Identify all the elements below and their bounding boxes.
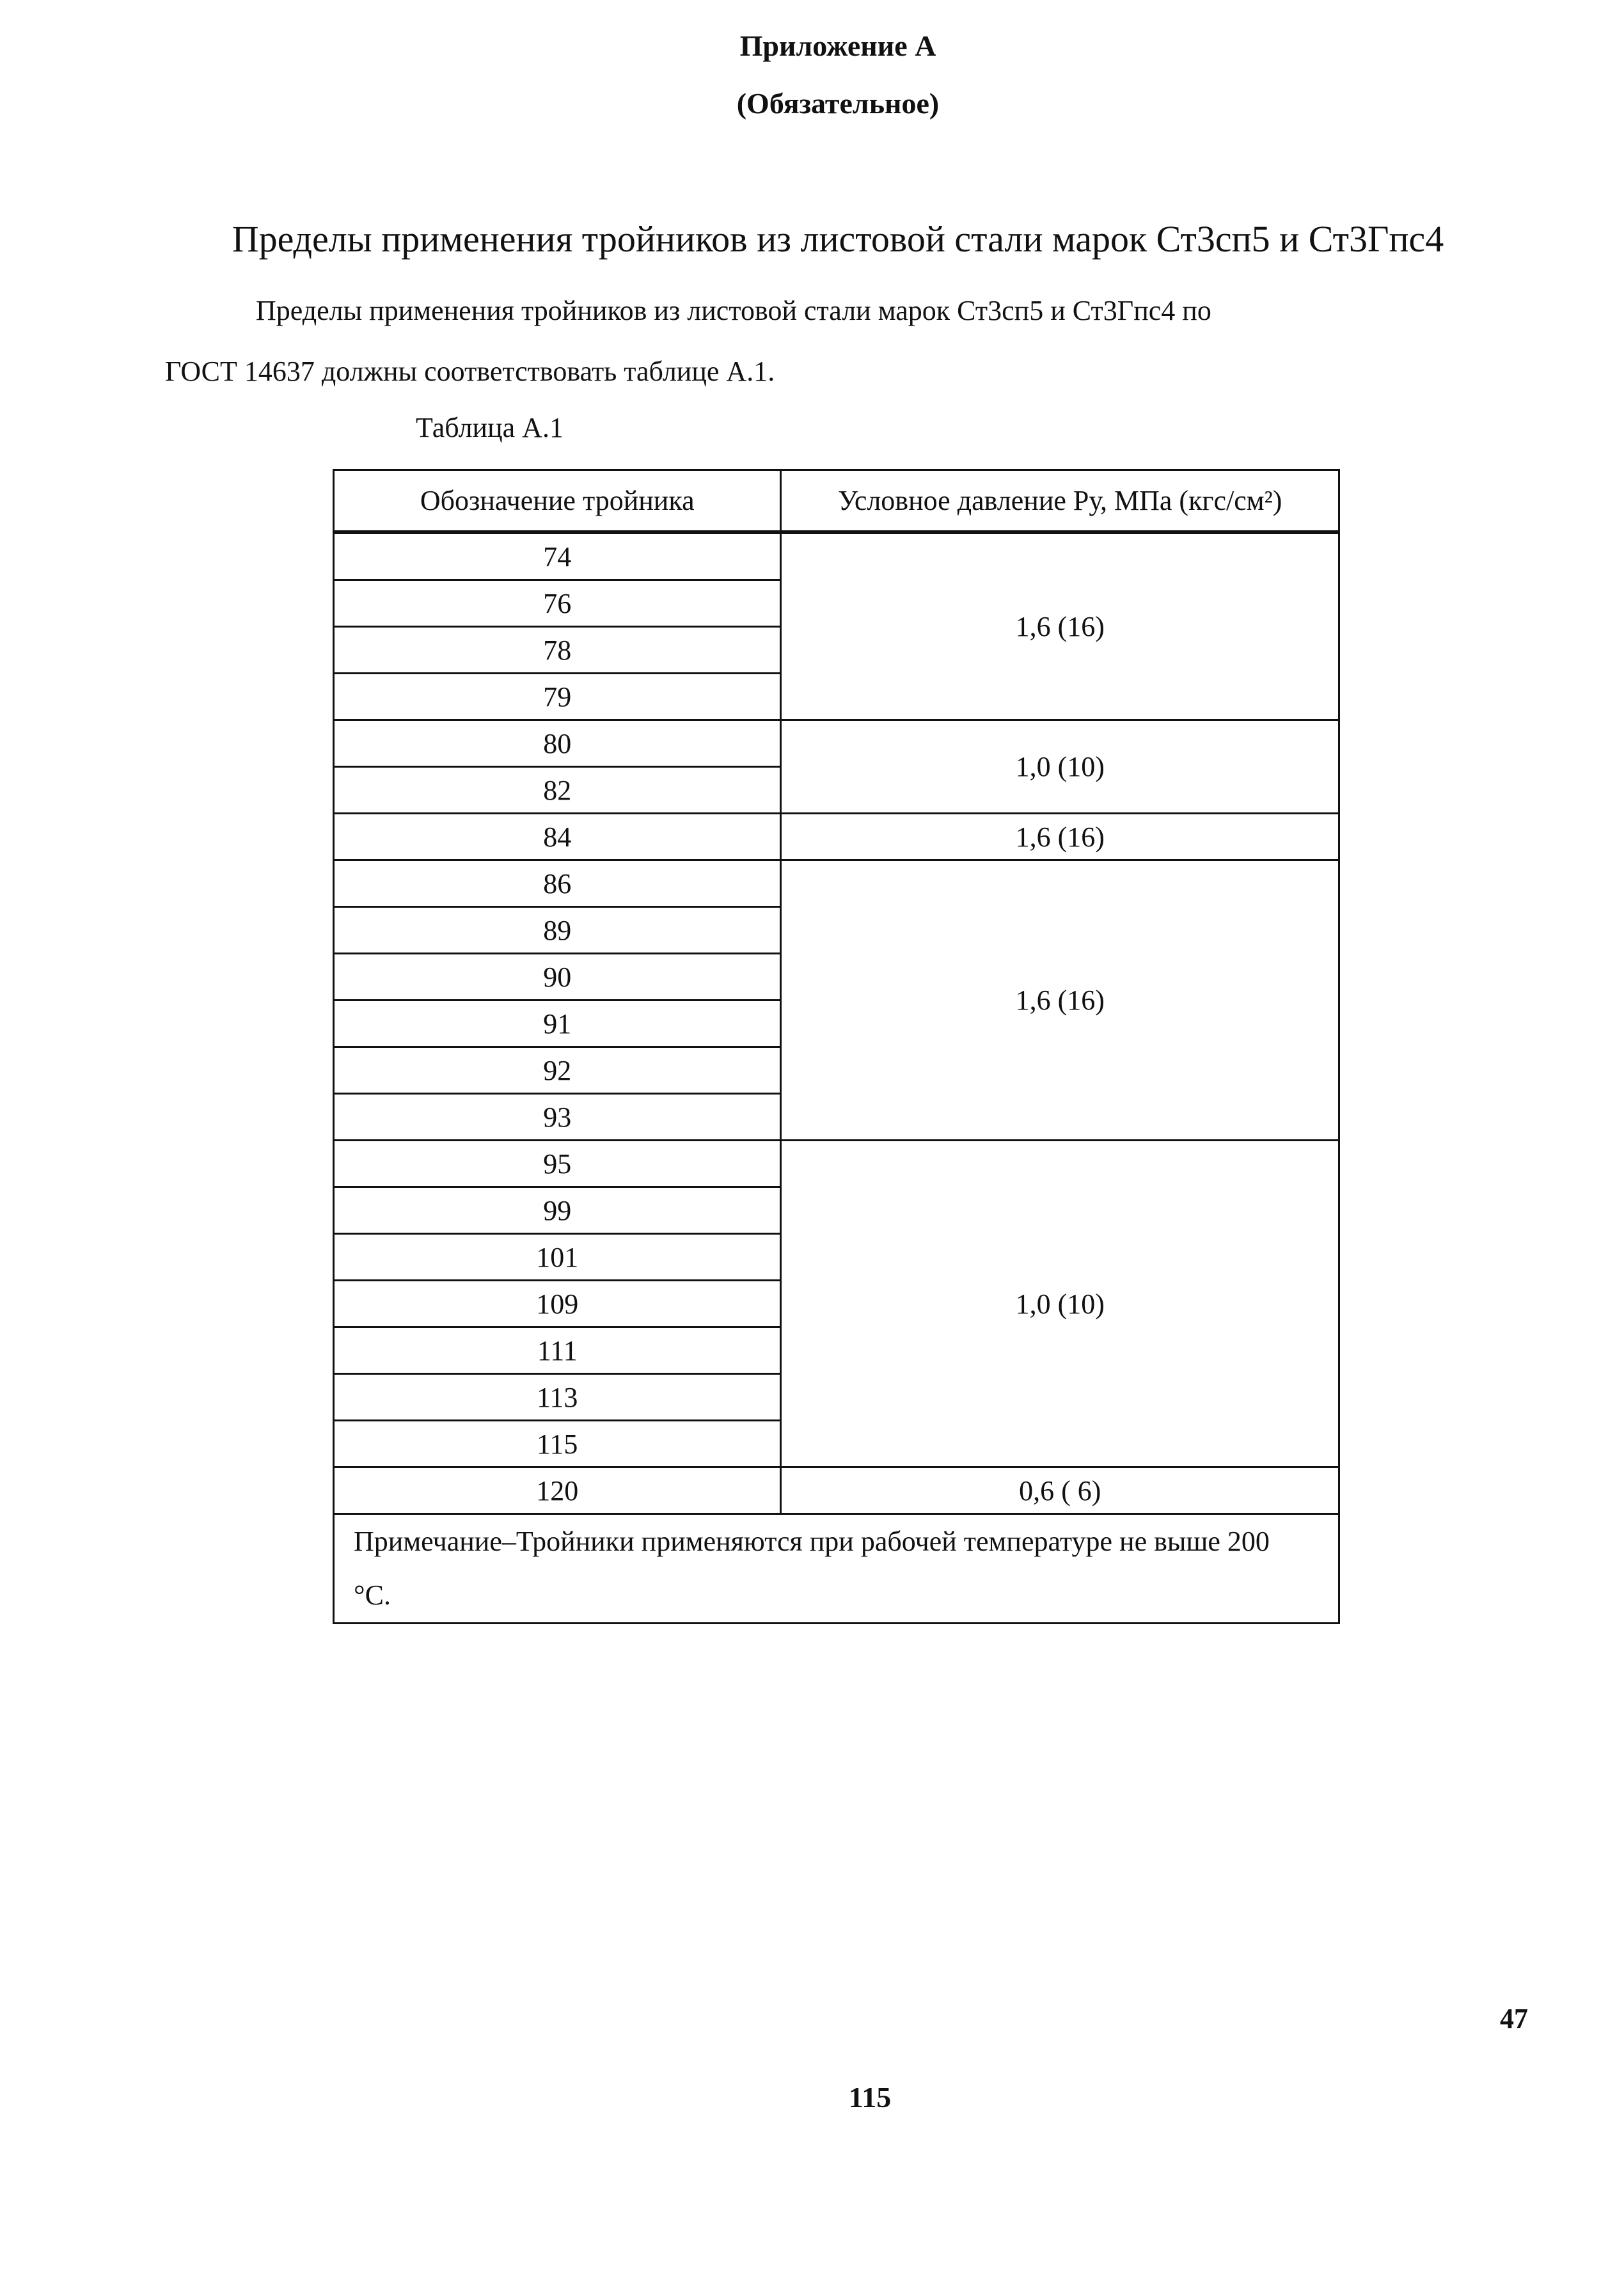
intro-paragraph-line-2: ГОСТ 14637 должны соответствовать таблице А.1. [165,356,775,387]
designation-cell: 120 [334,1467,781,1514]
pressure-cell: 1,0 (10) [781,720,1339,814]
designation-cell: 93 [334,1094,781,1141]
designation-cell: 76 [334,580,781,627]
pressure-cell: 1,0 (10) [781,1141,1339,1467]
table-caption: Таблица А.1 [416,412,564,443]
sheet-number: 47 [1500,2003,1528,2034]
intro-paragraph-line-1: Пределы применения тройников из листовой стали марок Ст3сп5 и Ст3Гпс4 по [256,295,1211,326]
table-row [334,860,1339,907]
table-row [334,532,1339,580]
designation-cell: 92 [334,1047,781,1094]
table-row [334,1141,1339,1187]
designation-cell: 91 [334,1000,781,1047]
designation-cell: 86 [334,860,781,907]
appendix-title: Приложение А [739,29,936,62]
designation-cell: 80 [334,720,781,767]
designation-cell: 109 [334,1281,781,1327]
table-body [334,532,1339,1624]
designation-cell: 79 [334,674,781,720]
header-designation: Обозначение тройника [334,470,781,533]
designation-cell: 115 [334,1421,781,1467]
designation-cell: 82 [334,767,781,814]
table-note: Примечание–Тройники применяются при рабочей температуре не выше 200 °С. [334,1514,1339,1624]
spec-table [333,469,1340,1624]
table-note-row [334,1514,1339,1624]
appendix-type: (Обязательное) [736,87,940,120]
designation-cell: 111 [334,1327,781,1374]
pressure-cell: 1,6 (16) [781,532,1339,720]
designation-cell: 89 [334,907,781,954]
pressure-cell: 1,6 (16) [781,814,1339,860]
designation-cell: 95 [334,1141,781,1187]
page-number: 115 [848,2081,892,2114]
table-row [334,720,1339,767]
designation-cell: 78 [334,627,781,674]
designation-cell: 101 [334,1234,781,1281]
designation-cell: 113 [334,1374,781,1421]
designation-cell: 90 [334,954,781,1000]
pressure-cell: 1,6 (16) [781,860,1339,1141]
designation-cell: 74 [334,532,781,580]
designation-cell: 84 [334,814,781,860]
table-header-row [334,470,1339,533]
section-heading: Пределы применения тройников из листовой стали марок Ст3сп5 и Ст3Гпс4 [232,218,1444,260]
table-row [334,1467,1339,1514]
table-row [334,814,1339,860]
designation-cell: 99 [334,1187,781,1234]
header-pressure: Условное давление Ру, МПа (кгс/см²) [781,470,1339,533]
pressure-cell: 0,6 ( 6) [781,1467,1339,1514]
